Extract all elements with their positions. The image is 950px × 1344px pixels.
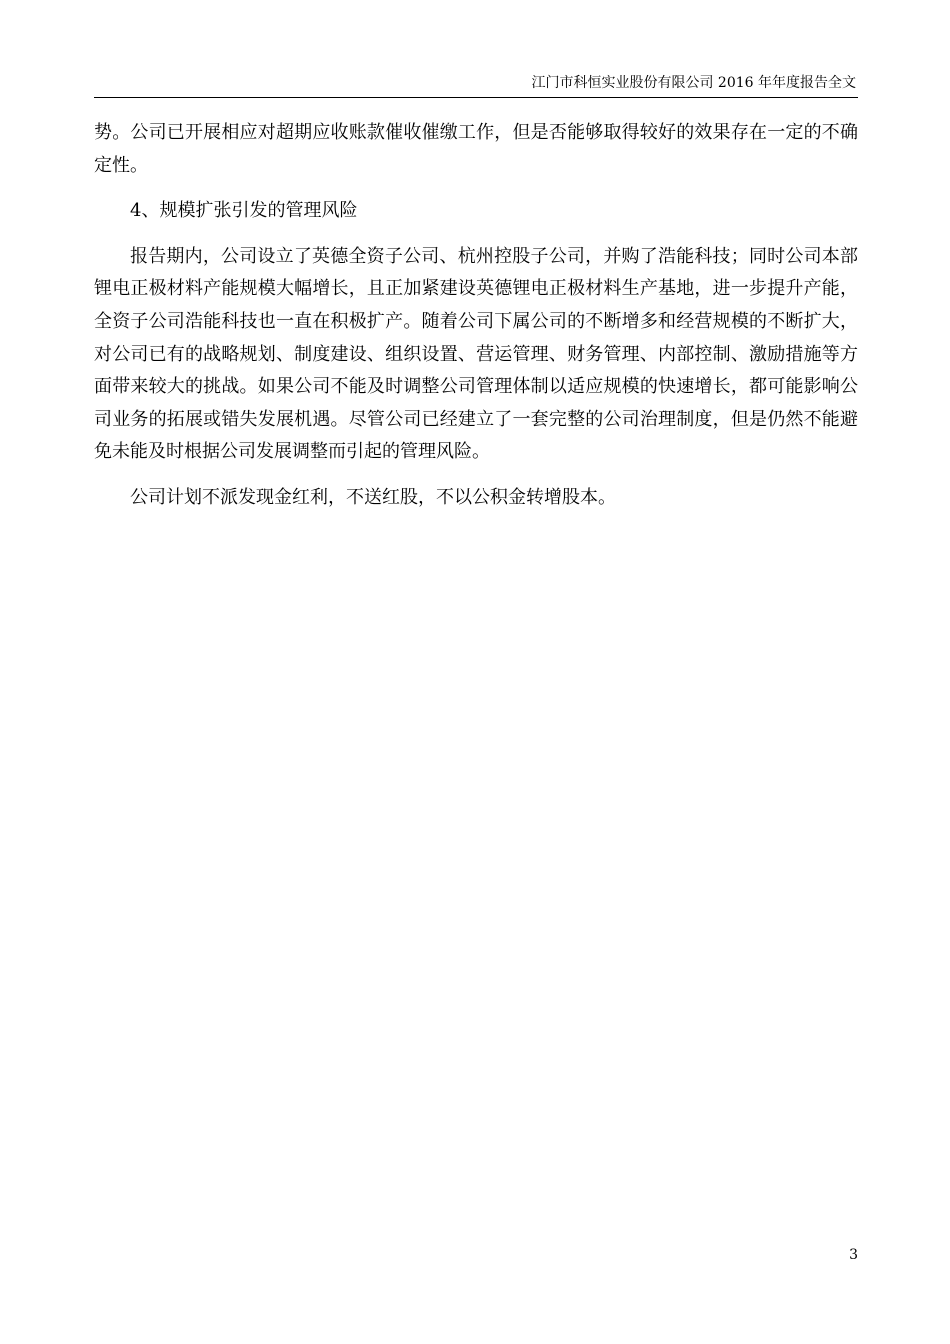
- section-heading-management-risk: 4、规模扩张引发的管理风险: [130, 200, 358, 222]
- document-body: [94, 117, 858, 528]
- paragraph-continuation: 势。公司已开展相应对超期应收账款催收催缴工作，但是否能够取得较好的效果存在一定的不确定性。: [94, 122, 858, 176]
- paragraph-dividend-plan: 公司计划不派发现金红利，不送红股，不以公积金转增股本。: [130, 486, 616, 508]
- page-header: 江门市科恒实业股份有限公司 2016 年年度报告全文: [531, 75, 856, 91]
- header-divider: [94, 97, 858, 98]
- page-number: 3: [849, 1247, 858, 1263]
- paragraph-management-risk: 报告期内，公司设立了英德全资子公司、杭州控股子公司，并购了浩能科技；同时公司本部锂电正极材料产能规模大幅增长，且正加紧建设英德锂电正极材料生产基地，进一步提升产能，全资子公司浩能科技也一直在积极扩产。随着公司下属公司的不断增多和经营规模的不断扩大，对公司已有的战略规划、制度建设、组织设置、营运管理、财务管理、内部控制、激励措施等方面带来较大的挑战。如果公司不能及时调整公司管理体制以适应规模的快速增长，都可能影响公司业务的拓展或错失发展机遇。尽管公司已经建立了一套完整的公司治理制度，但是仍然不能避免未能及时根据公司发展调整而引起的管理风险。: [94, 245, 858, 463]
